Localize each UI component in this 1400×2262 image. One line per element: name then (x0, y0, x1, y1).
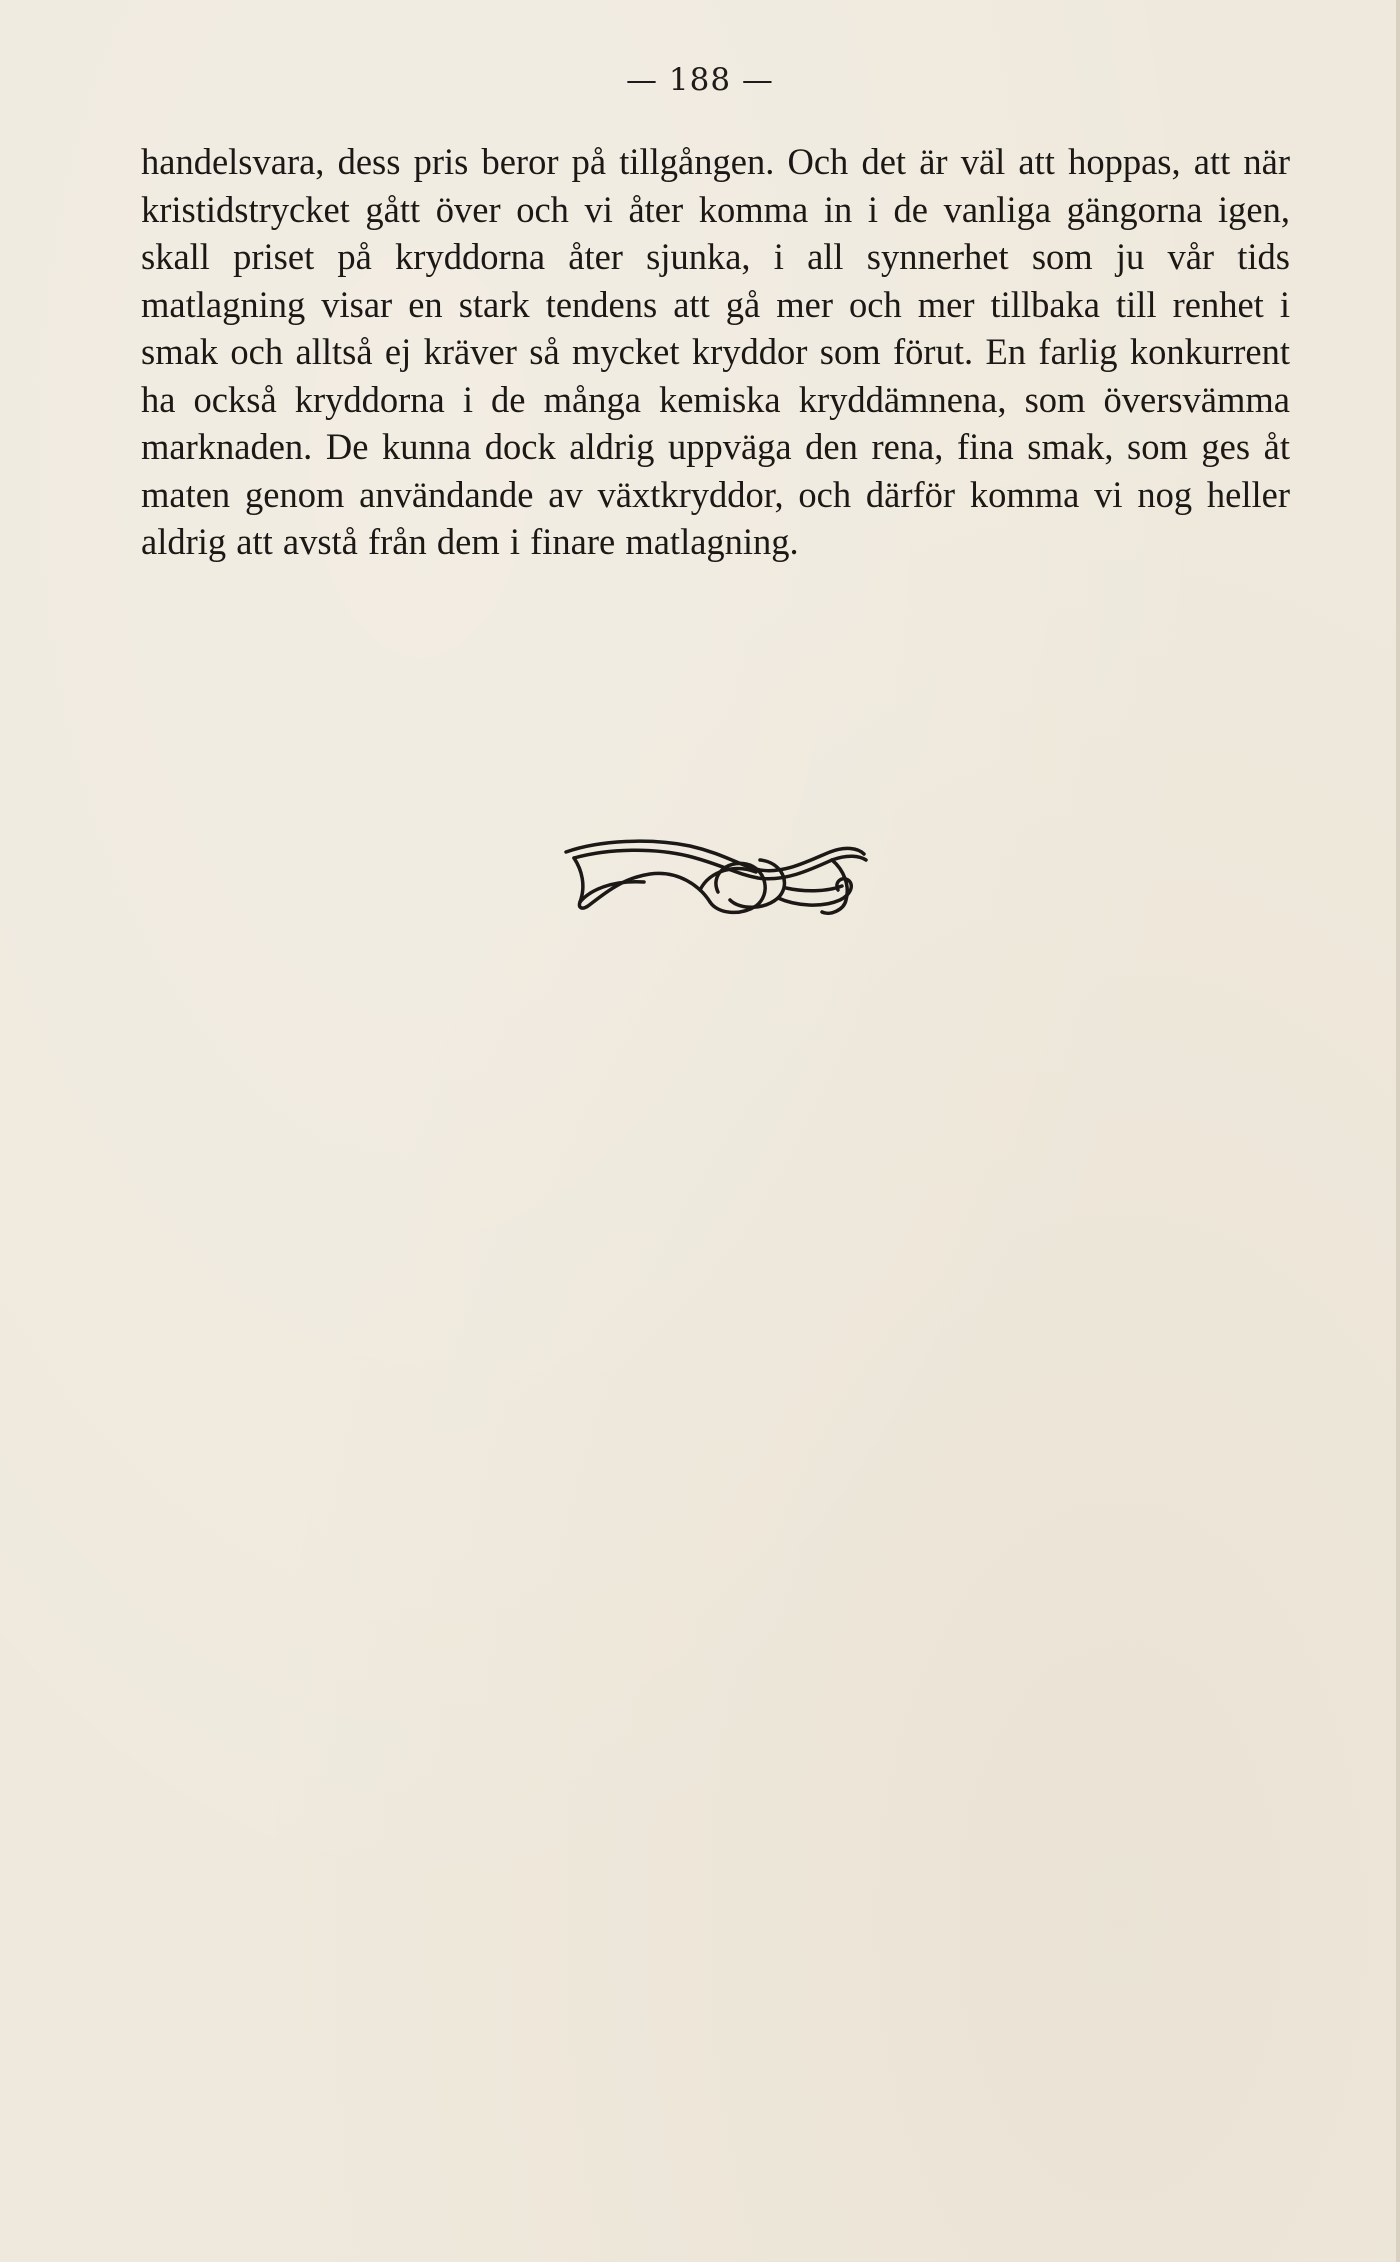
scroll-ornament-icon (560, 830, 870, 922)
page-number: — 188 — (626, 62, 774, 98)
body-paragraph: handelsvara, dess pris beror på tillgången. Och det är väl att hoppas, att när kristidstrycket gått över och vi åter komma in i de vanliga gängorna igen, skall priset på kryddorna åter sjunka, i all synnerhet som ju vår tids matlagning visar en stark tendens att gå mer och mer tillbaka till renhet i smak och alltså ej kräver så mycket kryddor som förut. En farlig konkurrent ha också kryddorna i de många kemiska kryddämnena, som översvämma marknaden. De kunna dock aldrig uppväga den rena, fina smak, som ges åt maten genom användande av växtkryddor, och därför komma vi nog heller aldrig att avstå från dem i finare matlagning. (141, 141, 1290, 562)
page-edge (1396, 0, 1400, 2262)
